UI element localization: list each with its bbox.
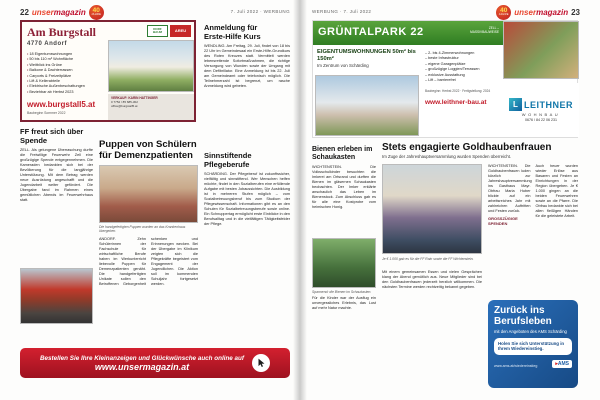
classifieds-banner[interactable]	[20, 348, 290, 378]
bullet-item: – eigene Garagenplätze	[425, 62, 501, 67]
article-puppen	[99, 140, 198, 315]
ams-url[interactable]: www.ams.at/wiedereinstieg	[494, 363, 538, 368]
magazine-logo: unsermagazin	[31, 8, 86, 17]
leithner-logo-mark: L	[509, 98, 522, 111]
gruentalpark-building-photo	[315, 75, 419, 136]
goldhauben-group-photo	[382, 164, 482, 254]
article-title: Sinnstiftende Pflegeberufe	[204, 151, 252, 169]
burgstall-feature-list	[27, 52, 107, 95]
ams-subline: mit den Angeboten des AMS Schärding	[494, 329, 567, 334]
gruentalpark-schedule: Baubeginn: Herbst 2022 · Fertigstellung: 2024	[425, 89, 491, 93]
feature-item: • Weitblick ins Grüne	[27, 63, 107, 68]
goldhauben-columns	[488, 164, 578, 294]
article-title: FF freut sich über Spende	[20, 127, 84, 145]
gruentalpark-ad	[312, 20, 578, 138]
ams-logo: ▸AMS	[552, 360, 572, 368]
gruentalpark-bullets	[425, 51, 501, 83]
article-erste-hilfe	[204, 24, 290, 144]
burgstall-subtitle: 4770 Andorf	[27, 41, 67, 47]
article-ff-spende	[20, 128, 93, 324]
ams-offer-box: Holen Sie sich Unterstützung in Ihrem Wiedereinstieg.	[494, 338, 572, 355]
burgstall-url[interactable]: www.burgstall5.at	[27, 100, 96, 109]
article-body: WICHTENSTEIN. Die Volksschulkinder besuchten die Imkerei am Ortsrand und durften die Bienen im gläsernen Schaukasten beobachten. Der Imker erklärte anschaulich das Leben im Bienenstock. Zum Abschluss gab es für alle eine Kostprobe vom heimischen Honig.	[312, 165, 376, 209]
article-body: SCHÄRDING. Der Pflegeberuf ist zukunftssicher, vielfältig und sinnstiftend. Wer Menschen helfen möchte, findet in den Sozialberufen eine erfüllende Aufgabe mit besten Jobaussichten. Die Ausbildung ist in mehreren Stufen möglich – vom Sozialbetreuungsberuf bis zum Studium der Pflegewissenschaft. Informationen gibt es an den Schulen für Sozialbetreuungsberufe sowie online. Ein Schnuppertag ermöglicht erste Einblicke in den Berufsalltag und in die vielfältigen Tätigkeitsfelder der Pflege.	[204, 172, 290, 226]
goldhauben-body-continued: Mit einem gemeinsamen Essen und vielen Gesprächen klang der Abend gemütlich aus. Neue Mitglieder sind bei den Goldhaubenfrauen jederzeit herzlich willkommen. Die nächsten Termine werden rechtzeitig bekannt gegeben.	[382, 270, 482, 289]
gruentalpark-aerial-photo	[503, 21, 579, 79]
article-body: WENDLING. Am Freitag, 29. Juli, findet von 18 bis 22 Uhr im Gemeindesaal ein Erste-Hilfe-Grundkurs des Roten Kreuzes statt. Vermittelt werden lebensrettende Sofortmaßnahmen, die richtige Versorgung von Wunden sowie der Umgang mit dem Defibrillator. Eine Anmeldung ist bis 22. Juli am Gemeindeamt oder telefonisch möglich. Die Teilnehmerzahl ist begrenzt, um rasche Anmeldung wird gebeten.	[204, 44, 290, 88]
feature-item: • Beziehbar ab Herbst 2023	[27, 90, 107, 95]
burgstall-ad	[20, 20, 196, 122]
burgstall-logos	[147, 25, 191, 37]
left-page-number: 22	[20, 8, 29, 17]
right-dateline: WERBUNG · 7. Juli 2022	[312, 9, 372, 14]
burgstall-building-photo	[108, 40, 194, 92]
gruentalpark-title: GRÜNTALPARK 22	[318, 26, 424, 38]
feature-item: • Lift & Kellerabteile	[27, 79, 107, 84]
goldhauben-caption: Je € 1.000 gab es für die FF Rain sowie die FF Wichtenstein.	[382, 257, 474, 261]
left-dateline: 7. Juli 2022 · WERBUNG	[230, 9, 290, 14]
article-pflege	[204, 152, 290, 332]
gruentalpark-note: ZELL – MASSIVBAUWEISE	[470, 26, 499, 34]
leithner-phone: 0676 / 84 22 06 231	[525, 118, 557, 122]
article-body: WICHTENSTEIN. Die Goldhaubenfrauen luden kürzlich zur Jahreshauptversammlung ins Gasthaus Mayr. Obfrau Maria Huber blickte auf ein arbeitsreiches Jahr mit zahlreichen Auftritten und Festen zurück.	[488, 164, 532, 213]
ams-ad[interactable]	[488, 300, 578, 388]
areu-logo: AREU	[170, 25, 191, 37]
bienen-photo	[312, 238, 376, 288]
ff-group-photo	[20, 268, 93, 324]
article-standfirst: Im Zuge der Jahreshauptversammlung wurden Spenden überreicht.	[382, 154, 511, 159]
feature-item: • 18 Eigentumswohnungen	[27, 52, 107, 57]
article-title: Stets engagierte Goldhaubenfrauen	[382, 142, 552, 153]
left-page-header	[20, 5, 104, 20]
bienen-caption: Spannend: die Bienen im Schaukasten.	[312, 290, 372, 294]
puppen-caption: Die handgefertigten Puppen wurden an das Krankenhaus übergeben.	[99, 225, 186, 234]
burgstall-url-note: Baubeginn Sommer 2022	[27, 111, 66, 115]
bullet-item: – beste Infrastruktur	[425, 56, 501, 61]
page-gutter	[293, 0, 307, 400]
bullet-item: – Lift – barrierefrei	[425, 78, 501, 83]
article-body: Für die Kinder war der Ausflug ein unvergessliches Erlebnis, das Lust auf mehr Natur machte.	[312, 296, 376, 311]
bullet-item: – großzügige Loggien/Terrassen	[425, 67, 501, 72]
leithner-url[interactable]: www.leithner-bau.at	[425, 99, 487, 106]
bullet-item: – 2- bis 4-Zimmerwohnungen	[425, 51, 501, 56]
article-title: Puppen von Schülern für Demenzpatienten	[99, 139, 197, 161]
feature-item: • Balkone & Dachterrassen	[27, 68, 107, 73]
article-subhead: GROSSZÜGIGE SPENDEN	[488, 216, 518, 226]
gruentalpark-heading: EIGENTUMSWOHNUNGEN 50m² bis 150m² Im Zentrum von Schärding	[317, 49, 416, 68]
right-page-number: 23	[571, 8, 580, 17]
gruentalpark-header	[313, 21, 503, 45]
cursor-icon	[252, 354, 270, 372]
article-body: Auch heuer wurden wieder Erlöse aus Basaren und Festen an Einrichtungen in der Region übergeben. Je € 1.000 gingen an die beiden Feuerwehren sowie an die Pfarre. Die Obfrau bedankte sich bei allen fleißigen Händen für die geleistete Arbeit.	[535, 164, 578, 218]
feature-item: • Elektrische Außenbeschattungen	[27, 84, 107, 89]
article-title: Anmeldung für Erste-Hilfe Kurs	[204, 23, 261, 41]
article-body: ANDORF. Zehn Schülerinnen der Fachschule für wirtschaftliche Berufe haben im Werkunterricht liebevolle Puppen für Demenzpatienten genäht. Die handgefertigten Unikate sollen den Betroffenen Geborgenheit schenken und Erinnerungen wecken. Bei der Übergabe im Klinikum zeigten sich die Pflegekräfte begeistert vom Engagement der Jugendlichen. Die Aktion soll im kommenden Schuljahr fortgesetzt werden.	[99, 236, 198, 286]
burgstall-title: Am Burgstall	[27, 25, 96, 39]
article-goldhauben	[382, 142, 578, 159]
right-page-header	[470, 5, 580, 20]
ams-headline: Zurück ins Berufsleben	[494, 305, 552, 327]
article-bienen	[312, 146, 376, 322]
magazine-logo: unsermagazin	[514, 8, 569, 17]
dorfbaum-logo: DORF BAUM	[147, 25, 168, 37]
anniversary-badge: 40 JAHRE	[496, 5, 511, 20]
puppen-photo	[99, 165, 198, 223]
feature-item: • 50 bis 110 m² Wohnfläche	[27, 57, 107, 62]
article-title: Bienen erleben im Schaukasten	[312, 146, 373, 161]
article-body: ZELL. Als gelungene Überraschung durfte die Freiwillige Feuerwehr Zell eine großzügige Spende entgegennehmen. Die Kameraden bedankten sich bei der Bevölkerung für die langjährige Unterstützung. Mit dem Betrag werden neue Ausrüstung angeschafft und die Jugendarbeit weiter gefördert. Die Übergabe fand im Rahmen eines gemütlichen Abends im Feuerwehrhaus statt.	[20, 148, 93, 202]
banner-url[interactable]: www.unsermagazin.at	[94, 361, 190, 372]
leithner-logo: L LEITHNER WOHNBAU 0676 / 84 22 06 231	[503, 83, 579, 137]
burgstall-contact: VERKAUF: KARIN HATTINGER 0 7752 / 85 685-302 office@burgstall5.at	[108, 94, 194, 120]
feature-item: • Carports & Freizeitplätze	[27, 74, 107, 79]
bullet-item: – exklusive Ausstattung	[425, 73, 501, 78]
anniversary-badge: 40 JAHRE	[89, 5, 104, 20]
banner-text: Bestellen Sie Ihre Kleinanzeigen und Glückwünsche auch online auf www.unsermagazin.at	[40, 354, 244, 372]
